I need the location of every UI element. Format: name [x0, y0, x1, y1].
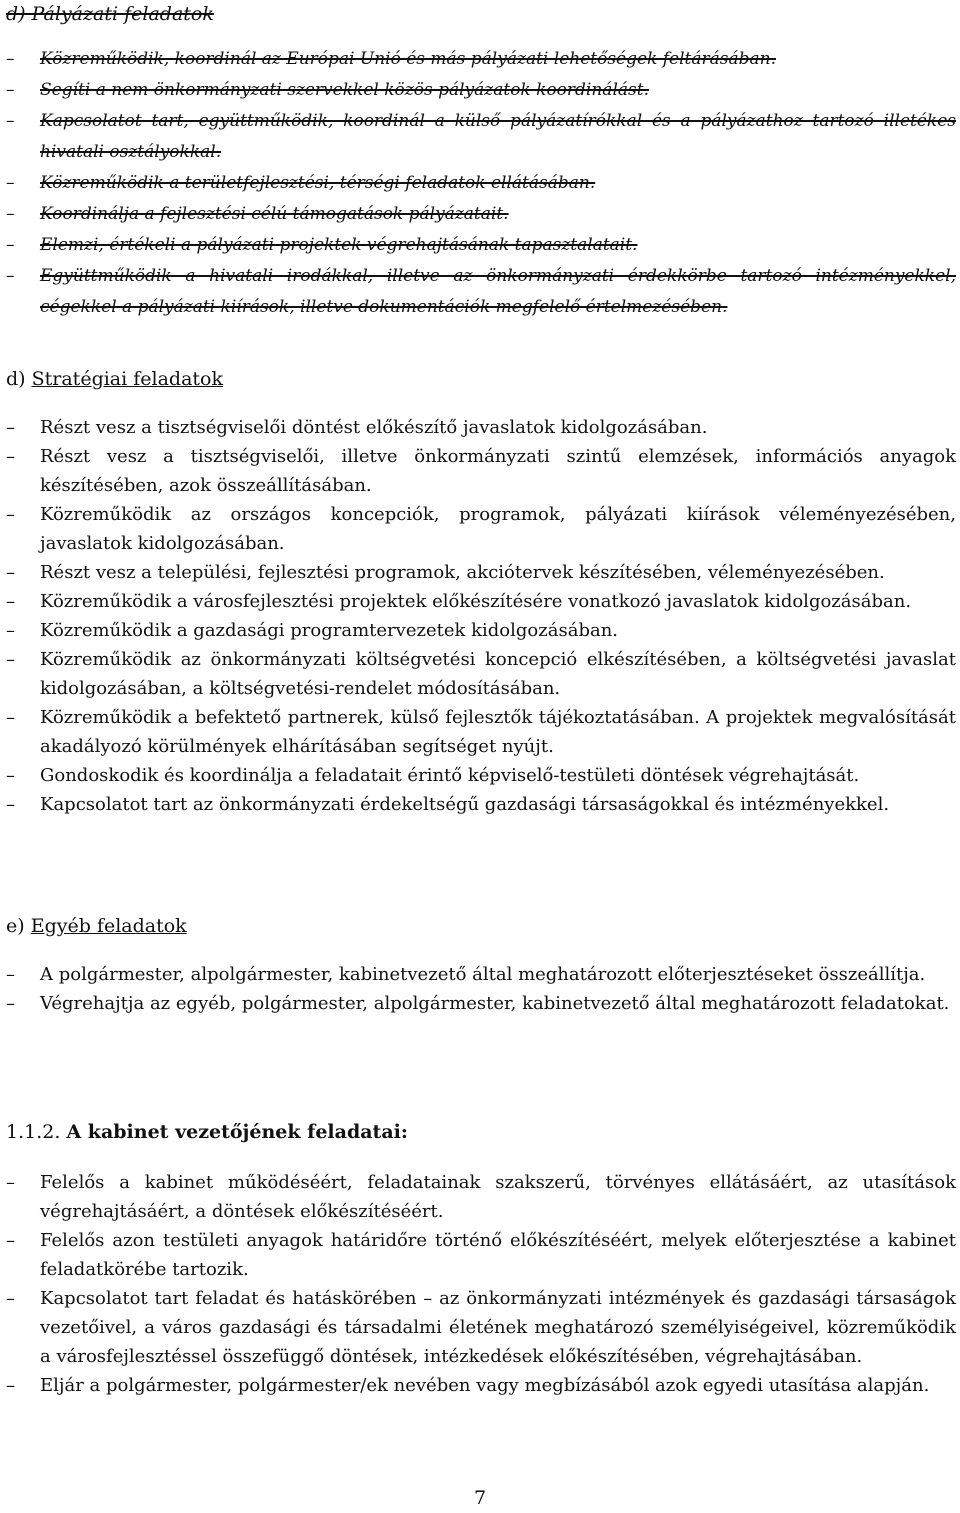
bullet-dash: –: [6, 707, 15, 728]
list-item: – Eljár a polgármester, polgármester/ek nevében vagy megbízásából azok egyedi utasítása alapján.: [6, 1371, 956, 1400]
list-item: – Részt vesz a települési, fejlesztési programok, akciótervek készítésében, véleményezésében.: [6, 558, 956, 587]
list-item: – Kapcsolatot tart feladat és hatáskörében – az önkormányzati intézmények és gazdasági társaságok vezetőivel, a város gazdasági és társadalmi életének meghatározó személyiségeivel, közreműködik a városfejlesztéssel összefüggő döntések, intézkedések előkészítésében, végrehajtásában.: [6, 1284, 956, 1371]
bullet-dash: –: [6, 993, 15, 1014]
list-item: – Gondoskodik és koordinálja a feladatait érintő képviselő-testületi döntések végrehajtását.: [6, 761, 956, 790]
list-item: – Közreműködik az önkormányzati költségvetési koncepció elkészítésében, a költségvetési javaslat kidolgozásában, a költségvetési-rendelet módosításában.: [6, 645, 956, 703]
bullet-dash: –: [6, 964, 15, 985]
bullet-dash: –: [6, 504, 15, 525]
list-egyeb: [6, 960, 956, 1018]
bullet-dash: –: [6, 649, 15, 670]
bullet-dash: –: [6, 204, 15, 224]
list-item: – A polgármester, alpolgármester, kabinetvezető által meghatározott előterjesztéseket összeállítja.: [6, 960, 956, 989]
list-item: – Felelős azon testületi anyagok határidőre történő előkészítéséért, melyek előterjesztése a kabinet feladatkörébe tartozik.: [6, 1226, 956, 1284]
list-item: – Közreműködik a befektető partnerek, külső fejlesztők tájékoztatásában. A projektek megvalósítását akadályozó körülmények elhárításában segítséget nyújt.: [6, 703, 956, 761]
section-egyeb-feladatok: [6, 912, 956, 1018]
list-item: – Kapcsolatot tart az önkormányzati érdekeltségű gazdasági társaságokkal és intézményekkel.: [6, 790, 956, 819]
bullet-dash: –: [6, 765, 15, 786]
bullet-dash: –: [6, 620, 15, 641]
bullet-dash: –: [6, 1375, 15, 1396]
bullet-dash: –: [6, 417, 15, 438]
bullet-dash: –: [6, 446, 15, 467]
list-item: – Közreműködik a városfejlesztési projektek előkészítésére vonatkozó javaslatok kidolgozásában.: [6, 587, 956, 616]
bullet-dash: –: [6, 266, 15, 286]
bullet-dash: –: [6, 111, 15, 131]
list-item: – Közreműködik a területfejlesztési, térségi feladatok ellátásában.: [6, 168, 956, 199]
list-item: – Részt vesz a tisztségviselői döntést előkészítő javaslatok kidolgozásában.: [6, 413, 956, 442]
bullet-dash: –: [6, 1172, 15, 1193]
page-number: 7: [473, 1487, 487, 1509]
list-strategiai: [6, 413, 956, 819]
list-kabinetvezeto: [6, 1168, 956, 1400]
section-heading-palyazati: d) Pályázati feladatok: [6, 3, 214, 25]
list-item: – Közreműködik, koordinál az Európai Unió és más pályázati lehetőségek feltárásában.: [6, 44, 956, 75]
bullet-dash: –: [6, 591, 15, 612]
bullet-dash: –: [6, 173, 15, 193]
bullet-dash: –: [6, 235, 15, 255]
list-item: – Kapcsolatot tart, együttműködik, koordinál a külső pályázatírókkal és a pályázathoz tartozó illetékes hivatali osztályokkal.: [6, 106, 956, 168]
list-item: – Részt vesz a tisztségviselői, illetve önkormányzati szintű elemzések, információs anyagok készítésében, azok összeállításában.: [6, 442, 956, 500]
list-item: – Felelős a kabinet működéséért, feladatainak szakszerű, törvényes ellátásáért, az utasítások végrehajtásáért, a döntések előkészítéséért.: [6, 1168, 956, 1226]
bullet-dash: –: [6, 49, 15, 69]
section-heading-kabinetvezeto: 1.1.2. A kabinet vezetőjének feladatai:: [6, 1121, 408, 1143]
bullet-dash: –: [6, 794, 15, 815]
section-strategiai-feladatok: [6, 365, 956, 819]
bullet-dash: –: [6, 80, 15, 100]
list-item: – Koordinálja a fejlesztési célú támogatások pályázatait.: [6, 199, 956, 230]
list-item: – Végrehajtja az egyéb, polgármester, alpolgármester, kabinetvezető által meghatározott feladatokat.: [6, 989, 956, 1018]
list-item: – Segíti a nem önkormányzati szervekkel közös pályázatok koordinálást.: [6, 75, 956, 106]
bullet-dash: –: [6, 562, 15, 583]
section-heading-egyeb: e) Egyéb feladatok: [6, 915, 187, 937]
section-heading-strategiai: d) Stratégiai feladatok: [6, 368, 224, 390]
list-palyazati: [6, 44, 956, 323]
list-item: – Közreműködik a gazdasági programtervezetek kidolgozásában.: [6, 616, 956, 645]
list-item: – Elemzi, értékeli a pályázati projektek végrehajtásának tapasztalatait.: [6, 230, 956, 261]
list-item: – Együttműködik a hivatali irodákkal, illetve az önkormányzati érdekkörbe tartozó intézményekkel, cégekkel a pályázati kiírások, illetve dokumentációk megfelelő értelmezésében.: [6, 261, 956, 323]
bullet-dash: –: [6, 1230, 15, 1251]
section-kabinetvezeto-feladatai: [6, 1118, 956, 1400]
list-item: – Közreműködik az országos koncepciók, programok, pályázati kiírások véleményezésében, javaslatok kidolgozásában.: [6, 500, 956, 558]
section-palyazati-feladatok: [6, 0, 956, 323]
bullet-dash: –: [6, 1288, 15, 1309]
